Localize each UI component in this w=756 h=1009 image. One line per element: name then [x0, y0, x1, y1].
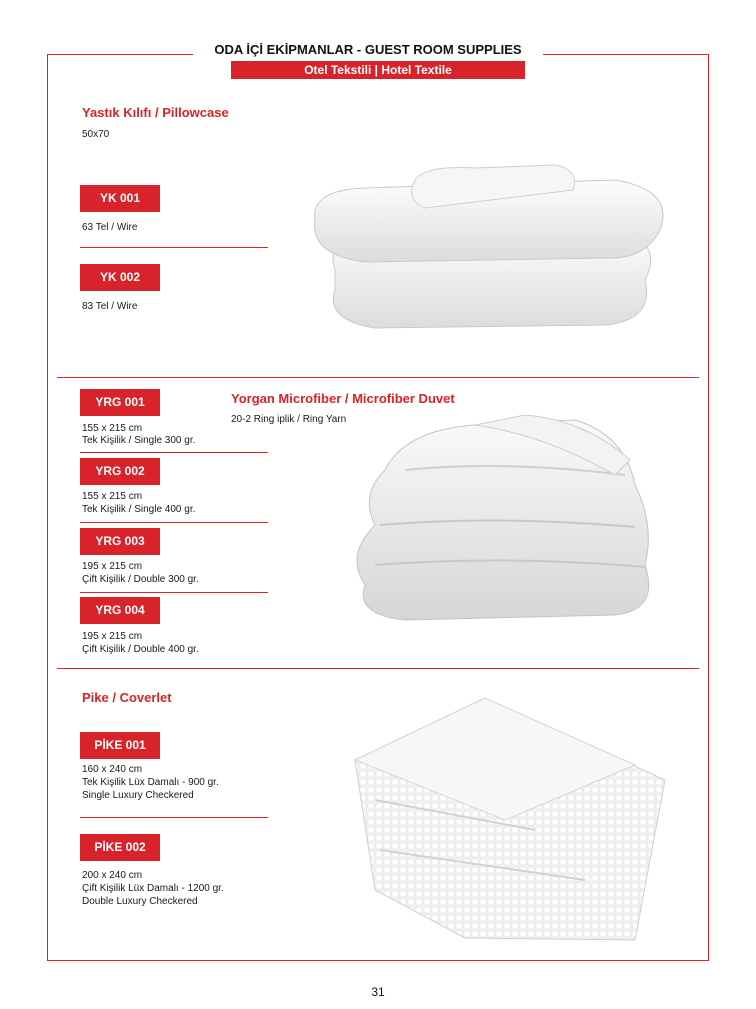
yrg-001-desc: Tek Kişilik / Single 300 gr.	[82, 435, 196, 446]
yrg-003-desc: Çift Kişilik / Double 300 gr.	[82, 574, 199, 585]
divider	[80, 592, 268, 593]
code-yrg-004: YRG 004	[80, 597, 160, 624]
duvet-note: 20-2 Ring iplik / Ring Yarn	[231, 414, 347, 425]
pike-002-desc: Çift Kişilik Lüx Damalı - 1200 gr.	[82, 883, 224, 894]
pike-001-desc: Tek Kişilik Lüx Damalı - 900 gr.	[82, 777, 219, 788]
yk-002-desc: 83 Tel / Wire	[82, 301, 138, 312]
divider	[80, 817, 268, 818]
pike-002-desc-en: Double Luxury Checkered	[82, 896, 198, 907]
section-divider	[57, 377, 699, 378]
code-yk-002: YK 002	[80, 264, 160, 291]
pike-001-size: 160 x 240 cm	[82, 764, 143, 775]
header-subtitle: Otel Tekstili | Hotel Textile	[231, 61, 525, 79]
code-pike-002: PİKE 002	[80, 834, 160, 861]
code-yrg-002: YRG 002	[80, 458, 160, 485]
divider	[80, 247, 268, 248]
divider	[80, 522, 268, 523]
duvet-title: Yorgan Microfiber / Microfiber Duvet	[231, 391, 455, 406]
code-yrg-001: YRG 001	[80, 389, 160, 416]
yk-001-desc: 63 Tel / Wire	[82, 222, 138, 233]
code-yrg-003: YRG 003	[80, 528, 160, 555]
section-divider	[57, 668, 699, 669]
yrg-002-size: 155 x 215 cm	[82, 491, 143, 502]
pillowcase-title: Yastık Kılıfı / Pillowcase	[82, 105, 229, 120]
coverlet-title: Pike / Coverlet	[82, 690, 172, 705]
header-title: ODA İÇİ EKİPMANLAR - GUEST ROOM SUPPLIES	[193, 41, 543, 59]
pike-002-size: 200 x 240 cm	[82, 870, 143, 881]
divider	[80, 452, 268, 453]
page-number: 31	[371, 985, 385, 999]
yrg-004-size: 195 x 215 cm	[82, 631, 143, 642]
pillow-image	[305, 160, 675, 330]
yrg-002-desc: Tek Kişilik / Single 400 gr.	[82, 504, 196, 515]
code-yk-001: YK 001	[80, 185, 160, 212]
yrg-001-size: 155 x 215 cm	[82, 423, 143, 434]
yrg-003-size: 195 x 215 cm	[82, 561, 143, 572]
duvet-image	[345, 415, 660, 625]
coverlet-image	[335, 690, 675, 945]
pike-001-desc-en: Single Luxury Checkered	[82, 790, 194, 801]
yrg-004-desc: Çift Kişilik / Double 400 gr.	[82, 644, 199, 655]
pillowcase-size: 50x70	[82, 129, 110, 140]
code-pike-001: PİKE 001	[80, 732, 160, 759]
